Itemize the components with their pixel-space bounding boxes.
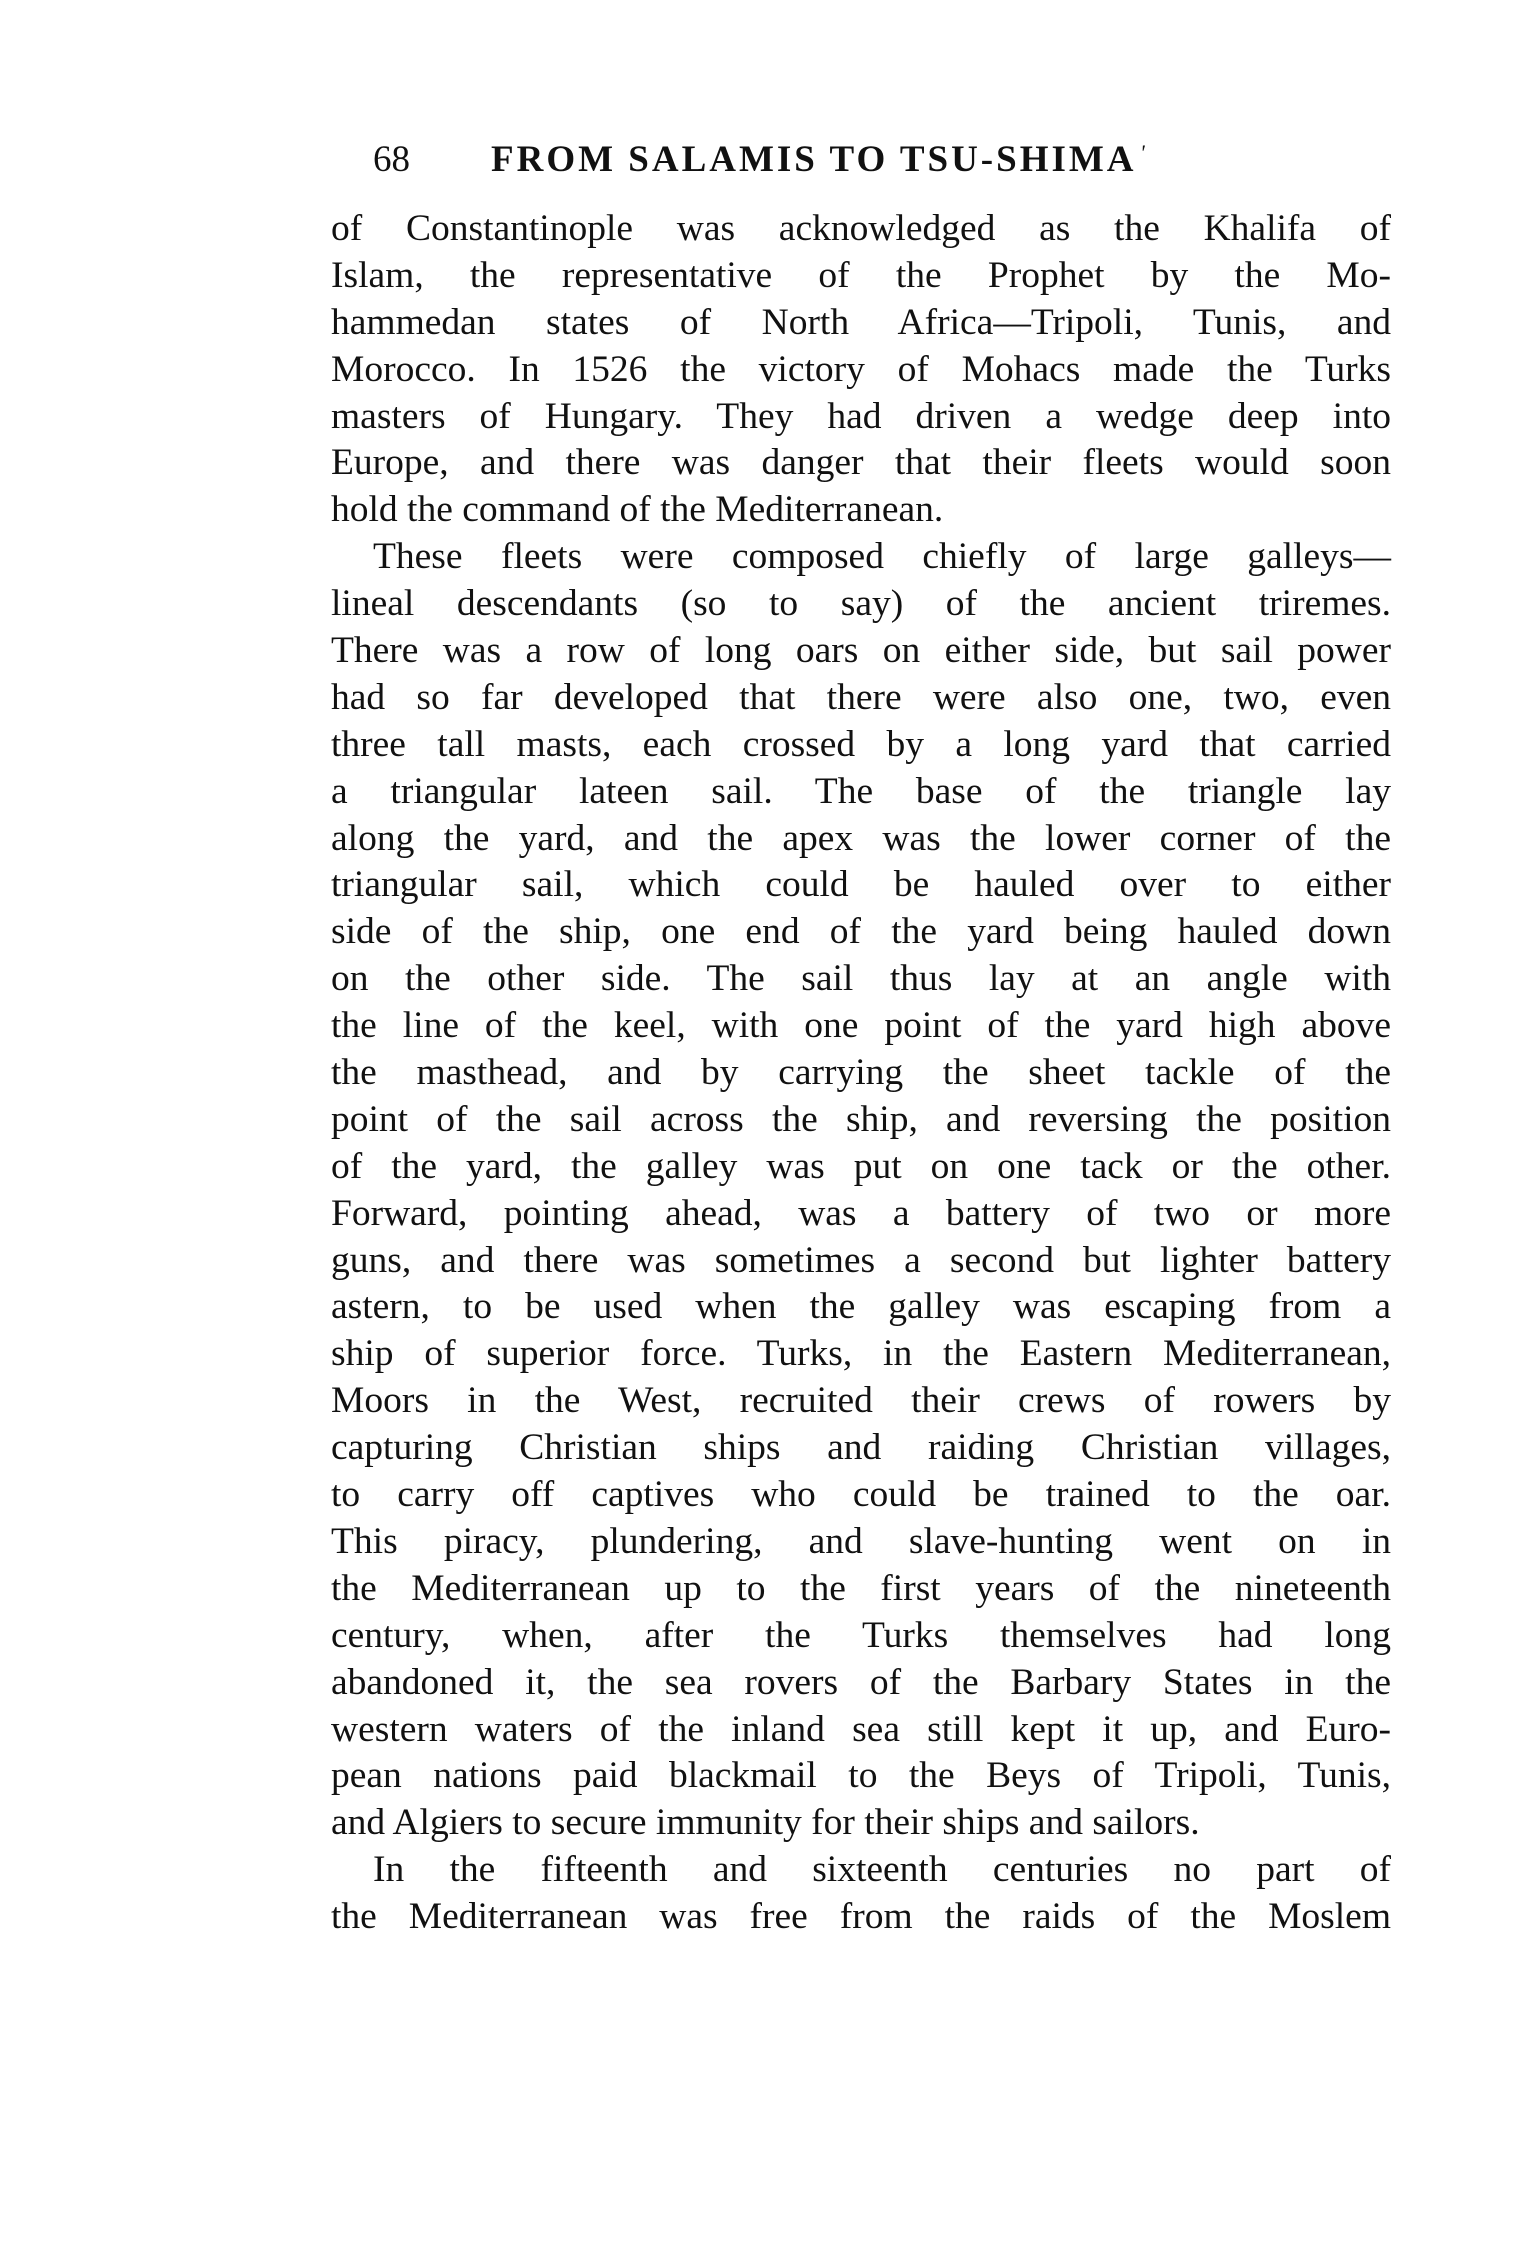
text-line: astern, to be used when the galley was escaping from a — [331, 1286, 1391, 1328]
text-line: triangular sail, which could be hauled over to either — [331, 864, 1391, 906]
text-line: along the yard, and the apex was the lower corner of the — [331, 817, 1391, 859]
text-line: to carry off captives who could be trained to the oar. — [331, 1474, 1391, 1516]
body-text — [331, 206, 1391, 1941]
text-line: the Mediterranean was free from the raids of the Moslem — [331, 1896, 1391, 1938]
text-line: on the other side. The sail thus lay at an angle with — [331, 958, 1391, 1000]
text-line: a triangular lateen sail. The base of the triangle lay — [331, 770, 1391, 812]
running-header — [331, 138, 1391, 188]
text-line: Forward, pointing ahead, was a battery of two or more — [331, 1192, 1391, 1234]
text-line: hammedan states of North Africa—Tripoli, Tunis, and — [331, 301, 1391, 343]
text-line: of Constantinople was acknowledged as the Khalifa of — [331, 208, 1391, 249]
text-line: abandoned it, the sea rovers of the Barbary States in the — [331, 1661, 1391, 1703]
text-line: There was a row of long oars on either side, but sail power — [331, 630, 1391, 672]
text-line: pean nations paid blackmail to the Beys of Tripoli, Tunis, — [331, 1755, 1391, 1797]
text-line: three tall masts, each crossed by a long yard that carried — [331, 723, 1391, 765]
text-line: the Mediterranean up to the first years of the nineteenth — [331, 1567, 1391, 1609]
text-line: century, when, after the Turks themselves had long — [331, 1614, 1391, 1656]
page-number: 68 — [373, 139, 410, 180]
text-line: masters of Hungary. They had driven a wedge deep into — [331, 395, 1391, 437]
text-line: lineal descendants (so to say) of the ancient triremes. — [331, 583, 1391, 625]
text-line: capturing Christian ships and raiding Christian villages, — [331, 1427, 1391, 1469]
text-line: of the yard, the galley was put on one tack or the other. — [331, 1145, 1391, 1187]
text-line: hold the command of the Mediterranean. — [331, 489, 944, 531]
text-line: This piracy, plundering, and slave-hunting went on in — [331, 1520, 1391, 1562]
text-line: These fleets were composed chiefly of large galleys— — [373, 536, 1391, 578]
text-line: the line of the keel, with one point of the yard high above — [331, 1005, 1391, 1047]
text-line: guns, and there was sometimes a second but lighter battery — [331, 1239, 1391, 1281]
text-line: Islam, the representative of the Prophet by the Mo- — [331, 254, 1391, 296]
text-line: Morocco. In 1526 the victory of Mohacs made the Turks — [331, 348, 1391, 390]
text-line: In the fifteenth and sixteenth centuries no part of — [373, 1849, 1391, 1891]
text-line: and Algiers to secure immunity for their ships and sailors. — [331, 1802, 1200, 1844]
text-line: side of the ship, one end of the yard being hauled down — [331, 911, 1391, 953]
text-line: Moors in the West, recruited their crews of rowers by — [331, 1380, 1391, 1422]
text-line: western waters of the inland sea still kept it up, and Euro- — [331, 1708, 1391, 1750]
running-title: FROM SALAMIS TO TSU-SHIMA — [491, 139, 1137, 180]
text-line: had so far developed that there were also one, two, even — [331, 676, 1391, 718]
text-line: ship of superior force. Turks, in the Eastern Mediterranean, — [331, 1333, 1391, 1375]
stray-mark: ' — [1140, 140, 1145, 165]
text-line: point of the sail across the ship, and reversing the position — [331, 1098, 1391, 1140]
text-line: Europe, and there was danger that their fleets would soon — [331, 442, 1391, 484]
text-line: the masthead, and by carrying the sheet tackle of the — [331, 1052, 1391, 1094]
